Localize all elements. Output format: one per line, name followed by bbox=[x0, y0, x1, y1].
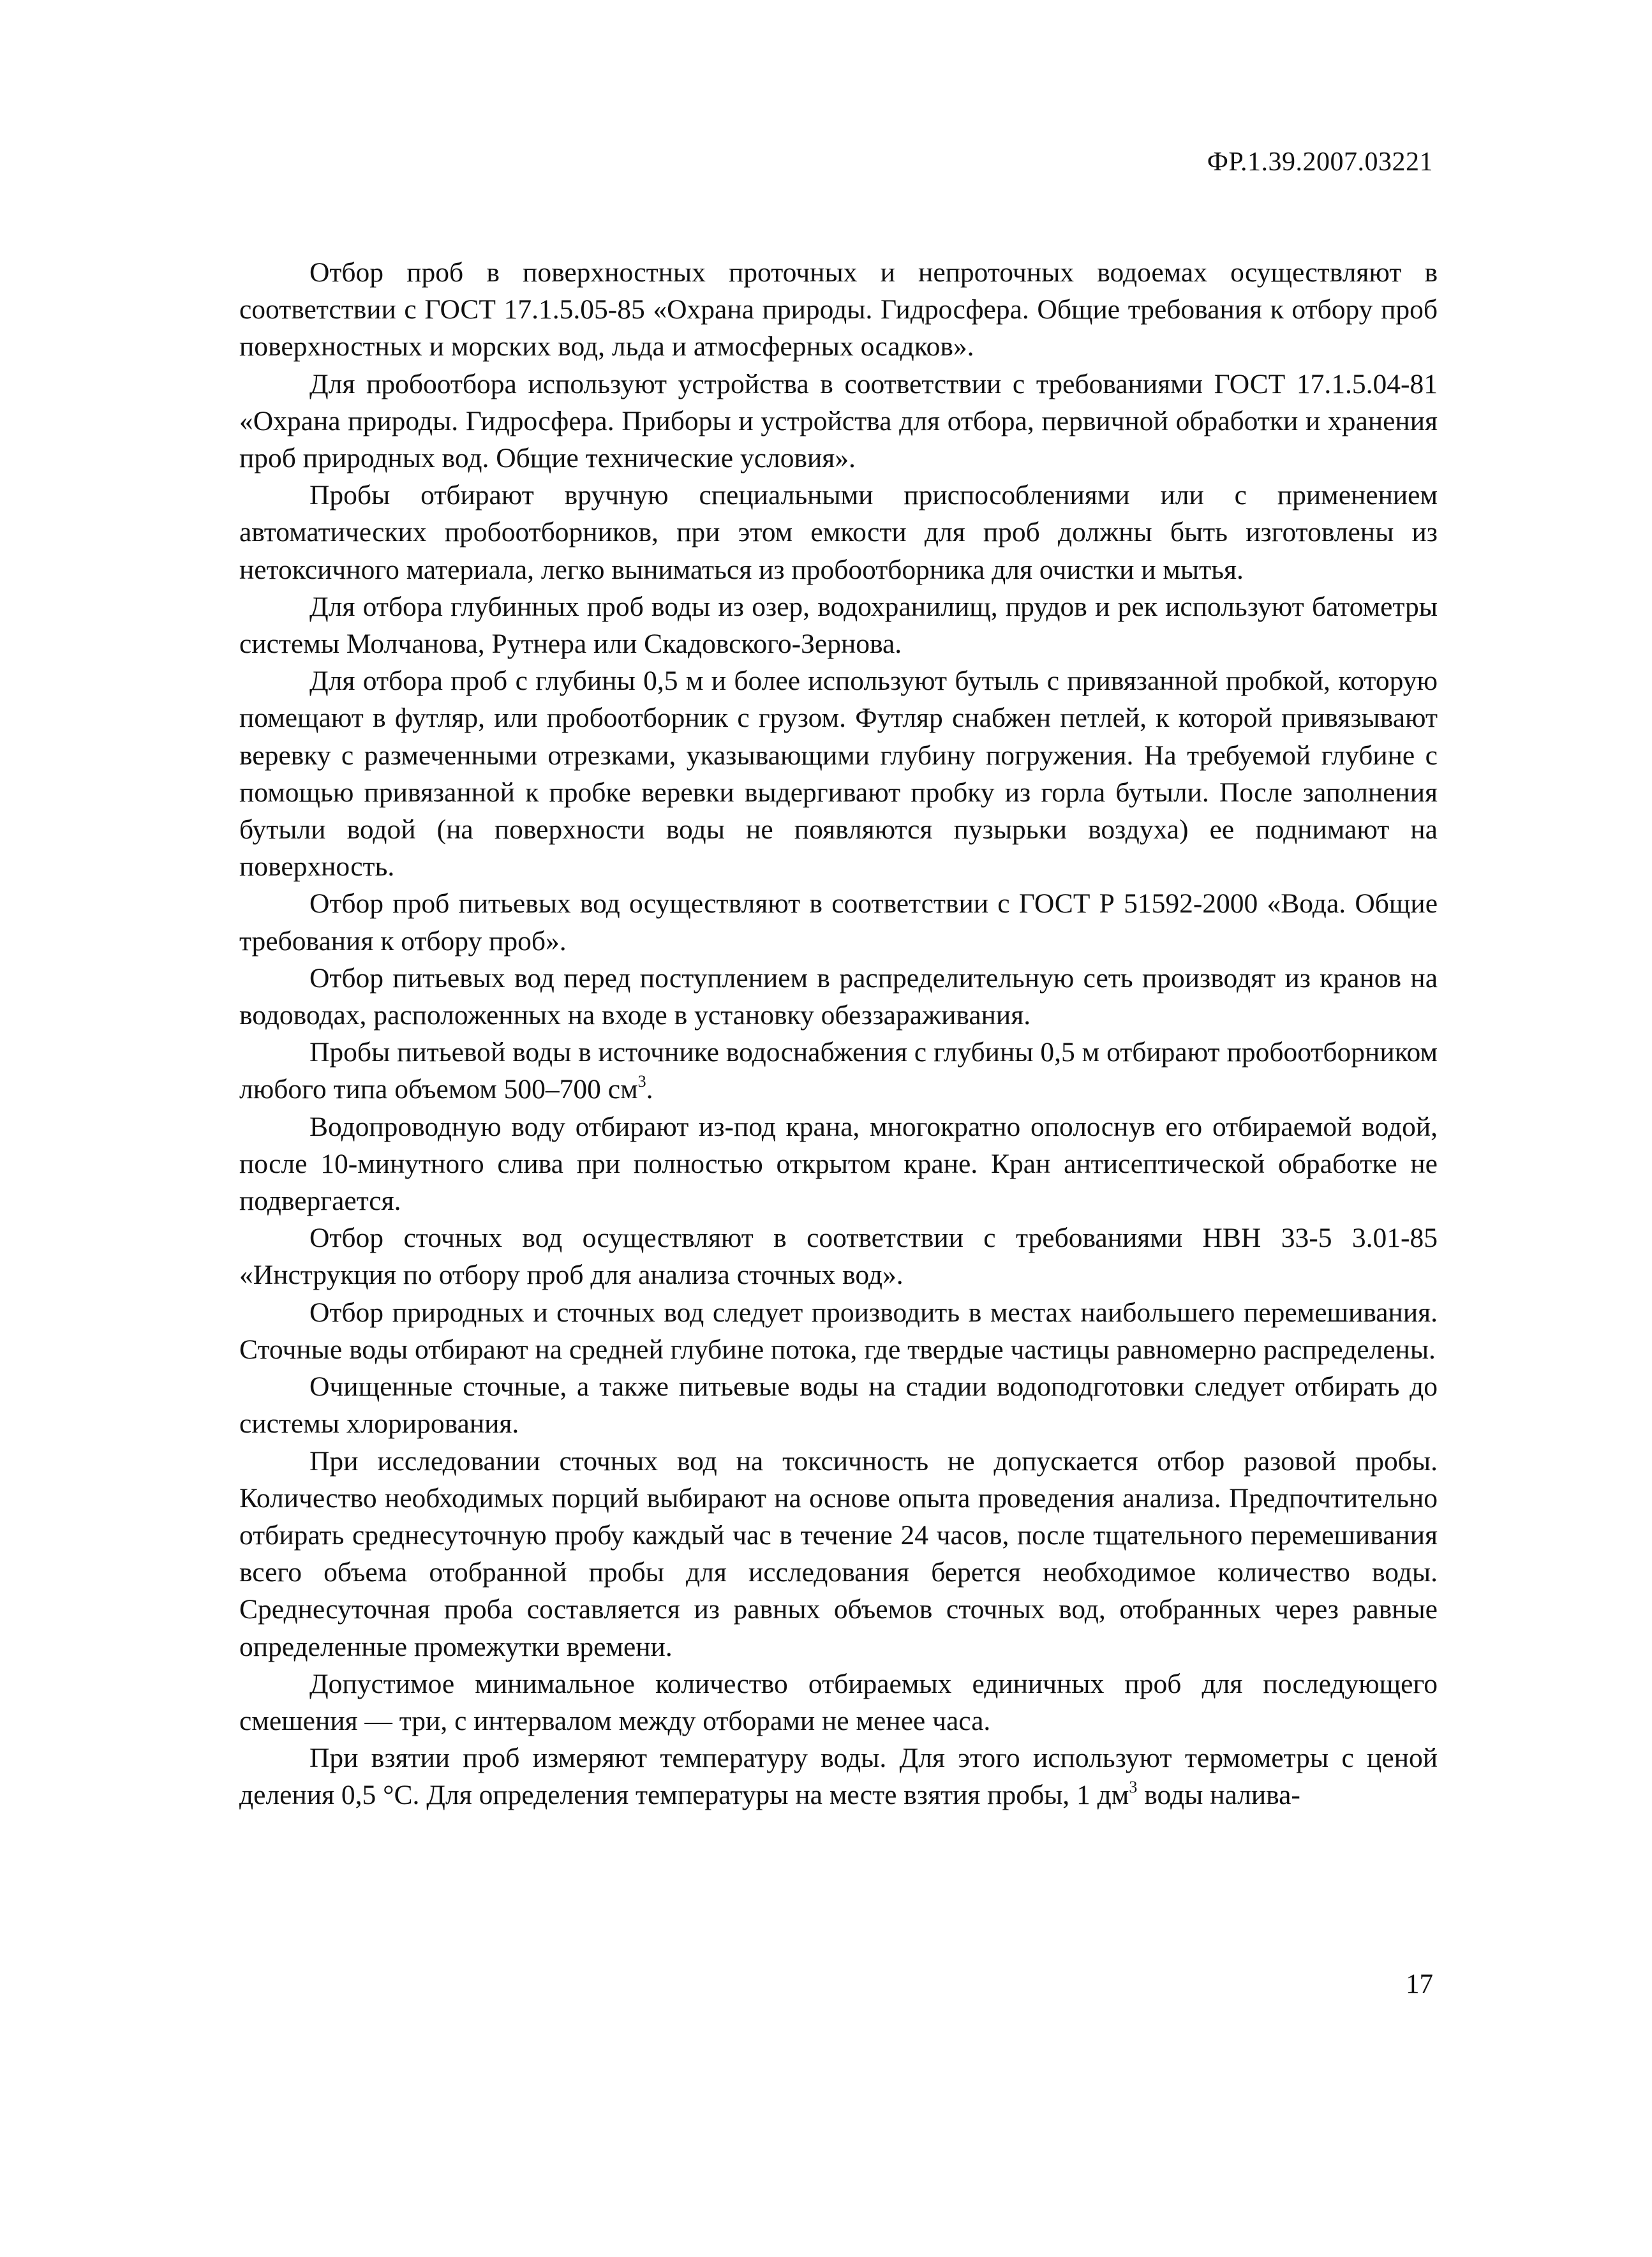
superscript-cubic: 3 bbox=[1129, 1778, 1138, 1797]
paragraph-source-water-volume-end: . bbox=[646, 1074, 653, 1105]
page-number: 17 bbox=[1406, 1969, 1433, 1999]
paragraph-source-water-volume bbox=[239, 1034, 1438, 1108]
paragraph-temperature-measurement bbox=[239, 1739, 1438, 1814]
paragraph-tap-water: Водопроводную воду отбирают из-под крана, многократно ополоснув его отбираемой водой, после 10-минутного слива при полностью открытом кране. Кран антисептической обработке не подвергается. bbox=[239, 1111, 1438, 1217]
paragraph-wastewater-standard: Отбор сточных вод осуществляют в соответствии с требованиями НВН 33-5 3.01-85 «Инструкция по отбору проб для анализа сточных вод». bbox=[239, 1223, 1438, 1291]
paragraph-depth-bottle-sampling: Для отбора проб с глубины 0,5 м и более используют бутыль с привязанной пробкой, которую помещают в футляр, или пробоотборник с грузом. Футляр снабжен петлей, к которой привязывают веревку с размеченными отрезками, указывающими глубину погружения. На требуемой глубине с помощью привязанной к пробке веревки выдергивают пробку из горла бутыли. После заполнения бутыли водой (на поверхности воды не появляются пузырьки воздуха) ее поднимают на поверхность. bbox=[239, 666, 1438, 883]
paragraph-toxicity-testing: При исследовании сточных вод на токсичность не допускается отбор разовой пробы. Количество необходимых порций выбирают на основе опыта проведения анализа. Предпочтительно отбирать среднесуточную пробу каждый час в течение 24 часов, после тщательного перемешивания всего объема отобранной пробы для исследования берется необходимое количество воды. Среднесуточная проба составляется из равных объемов сточных вод, отобранных через равные определенные промежутки времени. bbox=[239, 1445, 1438, 1662]
paragraph-minimum-samples: Допустимое минимальное количество отбираемых единичных проб для последующего смешения — три, с интервалом между отборами не менее часа. bbox=[239, 1668, 1438, 1736]
paragraph-temperature-measurement-text: При взятии проб измеряют температуру воды. Для этого используют термометры с ценой деления 0,5 °С. Для определения температуры на месте взятия пробы, 1 дм bbox=[239, 1743, 1438, 1811]
paragraph-treated-water: Очищенные сточные, а также питьевые воды на стадии водоподготовки следует отбирать до системы хлорирования. bbox=[239, 1371, 1438, 1440]
paragraph-sampling-devices: Для пробоотбора используют устройства в соответствии с требованиями ГОСТ 17.1.5.04-81 «Охрана природы. Гидросфера. Приборы и устройства для отбора, первичной обработки и хранения проб природных вод. Общие технические условия». bbox=[239, 368, 1438, 474]
paragraph-deep-water-bathometers: Для отбора глубинных проб воды из озер, водохранилищ, прудов и рек используют батометры системы Молчанова, Рутнера или Скадовского-Зернова. bbox=[239, 591, 1438, 660]
paragraph-manual-sampling: Пробы отбирают вручную специальными приспособлениями или с применением автоматических пробоотборников, при этом емкости для проб должны быть изготовлены из нетоксичного материала, легко выниматься из пробоотборника для очистки и мытья. bbox=[239, 480, 1438, 585]
paragraph-distribution-network: Отбор питьевых вод перед поступлением в распределительную сеть производят из кранов на водоводах, расположенных на входе в установку обеззараживания. bbox=[239, 962, 1438, 1031]
paragraph-temperature-measurement-end: воды налива- bbox=[1137, 1780, 1300, 1811]
superscript-cubic: 3 bbox=[637, 1072, 646, 1091]
paragraph-mixing-places: Отбор природных и сточных вод следует производить в местах наибольшего перемешивания. Сточные воды отбирают на средней глубине потока, где твердые частицы равномерно распределены. bbox=[239, 1297, 1438, 1365]
paragraph-source-water-volume-text: Пробы питьевой воды в источнике водоснабжения с глубины 0,5 м отбирают пробоотборником любого типа объемом 500–700 см bbox=[239, 1037, 1438, 1105]
document-code: ФР.1.39.2007.03221 bbox=[1207, 147, 1433, 177]
paragraph-drinking-water-standard: Отбор проб питьевых вод осуществляют в соответствии с ГОСТ Р 51592-2000 «Вода. Общие требования к отбору проб». bbox=[239, 888, 1438, 957]
body-text bbox=[239, 254, 1438, 1814]
paragraph-surface-water-sampling: Отбор проб в поверхностных проточных и непроточных водоемах осуществляют в соответствии с ГОСТ 17.1.5.05-85 «Охрана природы. Гидросфера. Общие требования к отбору проб поверхностных и морских вод, льда и атмосферных осадков». bbox=[239, 257, 1438, 362]
